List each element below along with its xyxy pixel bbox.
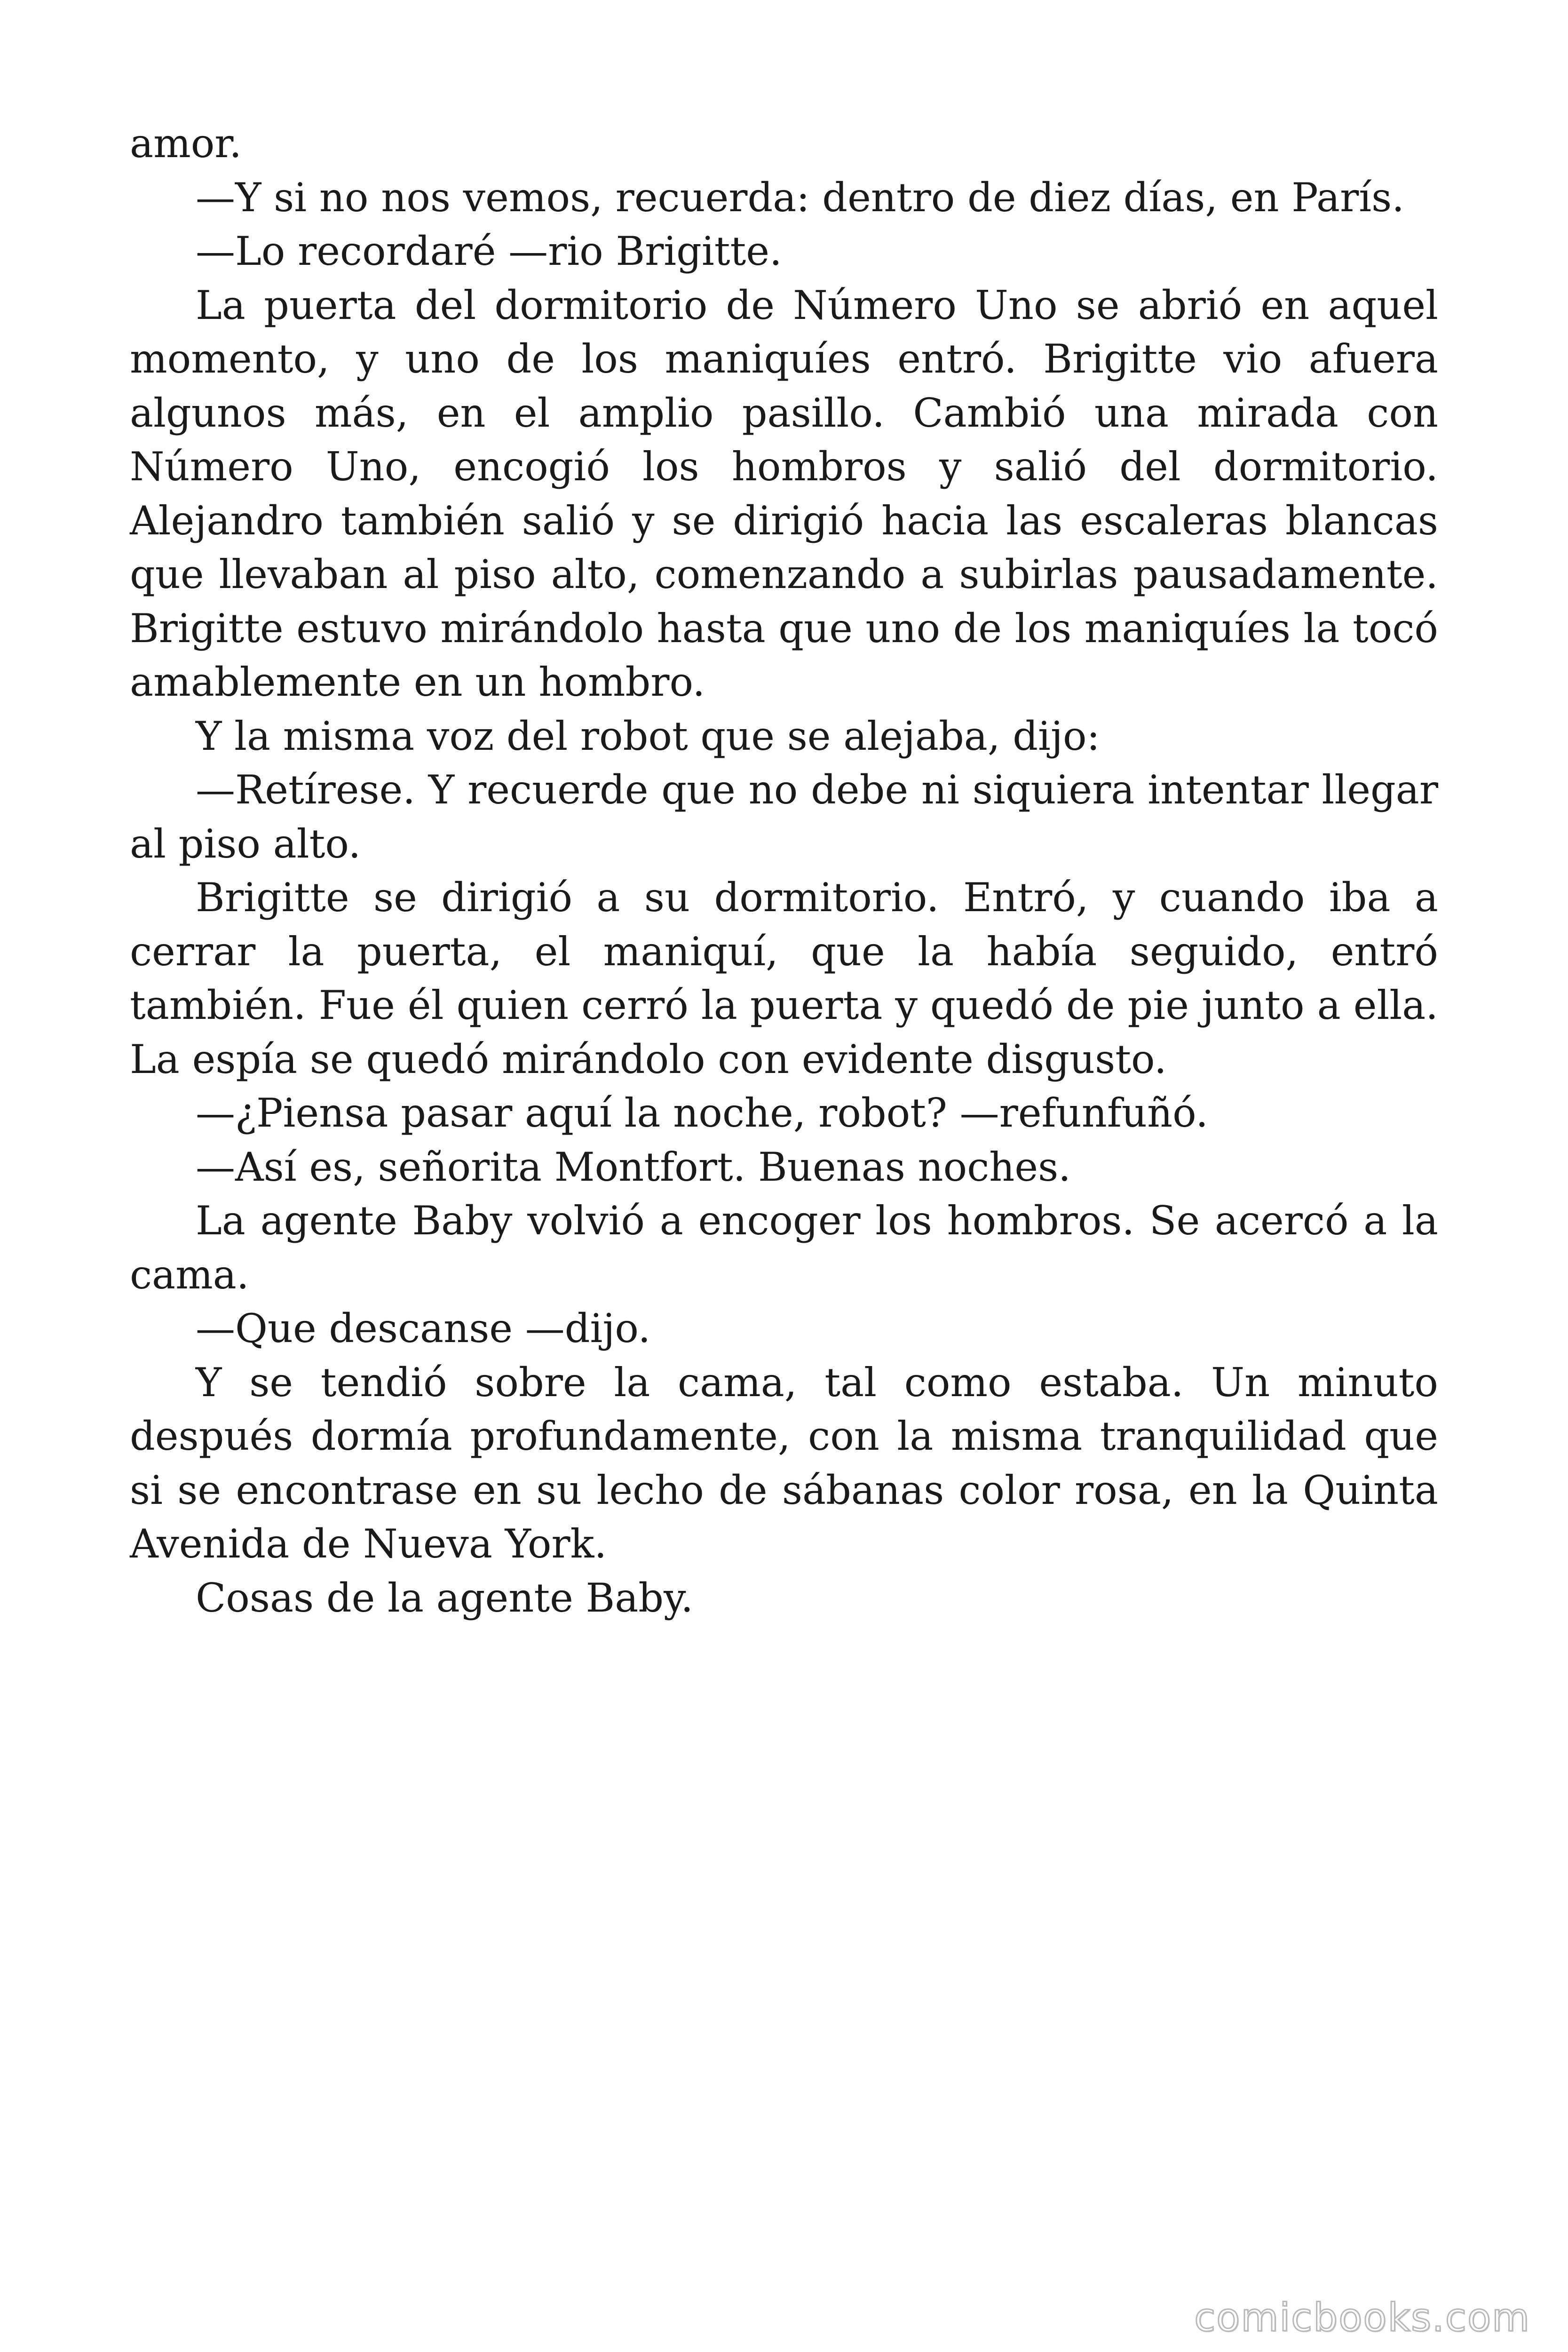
- paragraph: —Así es, señorita Montfort. Buenas noches.: [196, 1144, 1071, 1190]
- paragraph: Y la misma voz del robot que se alejaba, dijo:: [196, 713, 1100, 759]
- paragraph: Y se tendió sobre la cama, tal como estaba. Un minuto después dormía profundamente, con la misma tranquilidad que si se encontrase en su lecho de sábanas color rosa, en la Quinta Avenida de Nueva York.: [130, 1359, 1438, 1567]
- paragraph: Brigitte se dirigió a su dormitorio. Entró, y cuando iba a cerrar la puerta, el maniquí, que la había seguido, entró también. Fue él quien cerró la puerta y quedó de pie junto a ella. La espía se quedó mirándolo con evidente disgusto.: [130, 874, 1438, 1082]
- paragraph: —Lo recordaré —rio Brigitte.: [196, 228, 782, 274]
- paragraph: La puerta del dormitorio de Número Uno se abrió en aquel momento, y uno de los maniquíes entró. Brigitte vio afuera algunos más, en el amplio pasillo. Cambió una mirada con Número Uno, encogió los hombros y salió del dormitorio. Alejandro también salió y se dirigió hacia las escaleras blancas que llevaban al piso alto, comenzando a subirlas pausadamente. Brigitte estuvo mirándolo hasta que uno de los maniquíes la tocó amablemente en un hombro.: [130, 282, 1438, 705]
- paragraph: Cosas de la agente Baby.: [196, 1574, 694, 1621]
- paragraph: —¿Piensa pasar aquí la noche, robot? —refunfuñó.: [196, 1090, 1208, 1136]
- watermark: comicbooks.com: [1194, 2296, 1530, 2340]
- paragraph: amor.: [130, 120, 242, 167]
- paragraph: La agente Baby volvió a encoger los hombros. Se acercó a la cama.: [130, 1198, 1438, 1298]
- paragraph: —Que descanse —dijo.: [196, 1305, 651, 1351]
- paragraph: —Retírese. Y recuerde que no debe ni siquiera intentar llegar al piso alto.: [130, 767, 1438, 867]
- body-text: [130, 117, 1438, 1625]
- paragraph: —Y si no nos vemos, recuerda: dentro de diez días, en París.: [196, 174, 1404, 221]
